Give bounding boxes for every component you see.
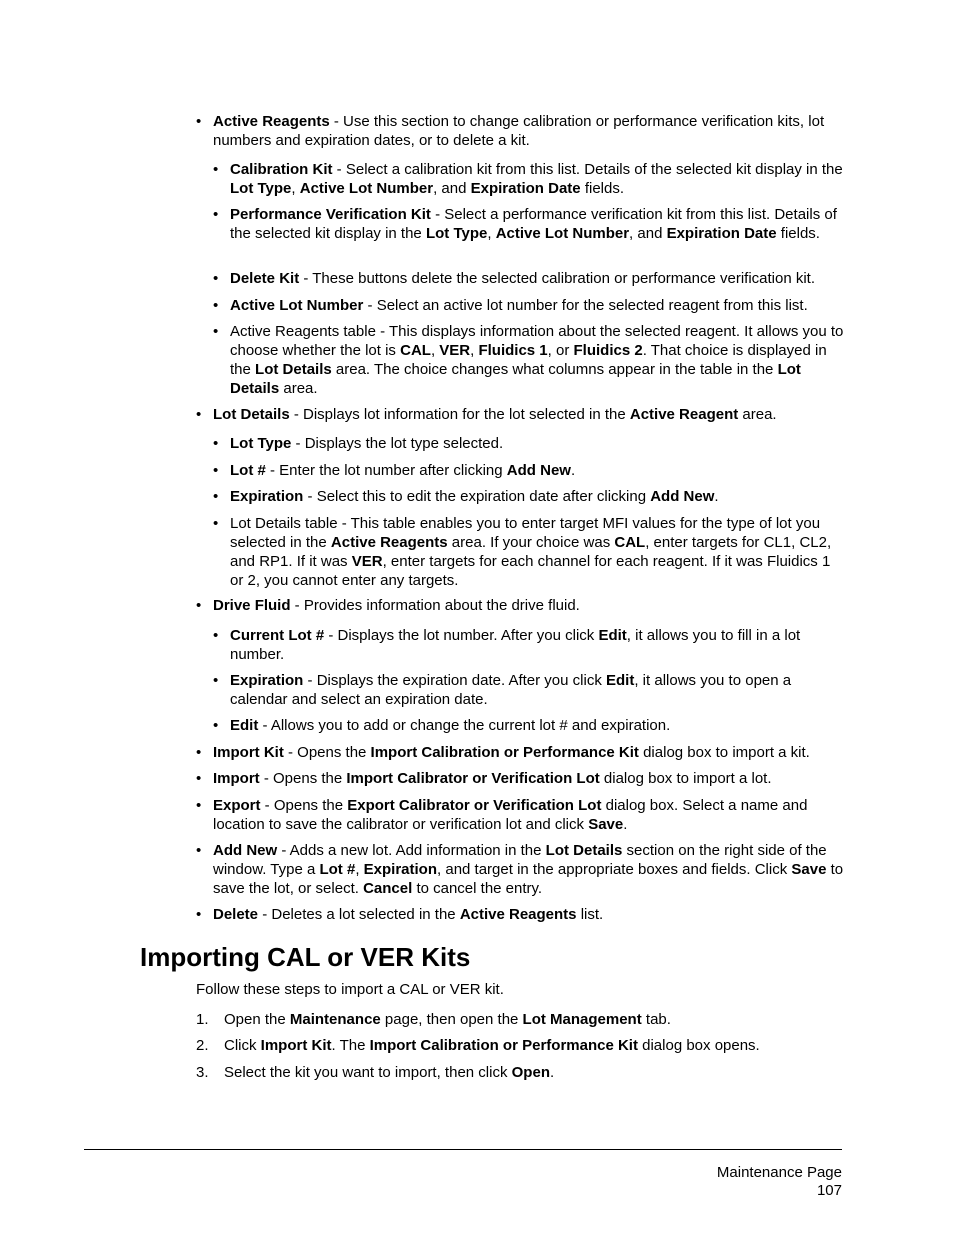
bold-term: Lot Details (213, 406, 290, 423)
text-run: - Deletes a lot selected in the (258, 906, 460, 923)
text-run: - Displays the lot number. After you click (324, 627, 599, 644)
bold-term: Expiration Date (470, 180, 581, 197)
bold-term: Performance Verification Kit (230, 206, 431, 223)
bold-term: Active Reagent (629, 406, 739, 423)
text-run: - Select an active lot number for the selected reagent from this list. (363, 297, 808, 314)
text-run: , it allows you to open a calendar and select an expiration date. (230, 672, 792, 708)
text-run: - Allows you to add or change the current lot # and expiration. (258, 717, 671, 734)
text-run: . That choice is displayed in the (230, 342, 827, 378)
list-item (213, 796, 846, 834)
sub-list-item (230, 269, 846, 288)
sub-list-item (230, 716, 846, 735)
bold-term: VER (351, 553, 383, 570)
text-run: - Provides information about the drive fluid. (290, 597, 580, 614)
bold-term: Active Lot Number (299, 180, 434, 197)
text-run: - Displays the lot type selected. (291, 435, 504, 452)
text-run: , and (629, 225, 667, 242)
bold-term: Import Calibration or Performance Kit (369, 1037, 638, 1054)
bold-term: Lot # (319, 861, 356, 878)
bold-term: Expiration (230, 488, 304, 505)
text-run: fields. (776, 225, 820, 242)
bold-term: Add New (213, 842, 278, 859)
bold-term: Lot Details (545, 842, 623, 859)
list-item (213, 905, 846, 924)
step-number: 2. (196, 1037, 209, 1054)
step-number: 1. (196, 1011, 209, 1028)
sub-list-item (230, 671, 846, 709)
bullet-marker: • (213, 462, 219, 479)
bold-term: Lot Details (230, 361, 801, 397)
text-run: area. The choice changes what columns appear in the table in the (331, 361, 778, 378)
bold-term: Active Reagents (330, 534, 448, 551)
bold-term: Fluidics 1 (478, 342, 548, 359)
text-run: dialog box opens. (637, 1037, 760, 1054)
bullet-marker: • (196, 842, 202, 859)
text-run: - These buttons delete the selected calibration or performance verification kit. (299, 270, 816, 287)
bold-term: Delete (213, 906, 259, 923)
bold-term: Drive Fluid (213, 597, 291, 614)
bullet-marker: • (213, 627, 219, 644)
step-number: 3. (196, 1064, 209, 1081)
step-text (224, 1063, 844, 1082)
sub-list-item (230, 322, 846, 398)
bold-term: Current Lot # (230, 627, 325, 644)
text-run: dialog box to import a lot. (599, 770, 772, 787)
bold-term: Export (213, 797, 261, 814)
section-heading: Importing CAL or VER Kits (140, 942, 471, 972)
text-run: - Opens the (283, 744, 371, 761)
text-run: - Opens the (259, 770, 347, 787)
text-run: Select the kit you want to import, then click (224, 1064, 512, 1081)
bold-term: Add New (506, 462, 571, 479)
text-run: Open the (224, 1011, 290, 1028)
text-run: area. (738, 406, 777, 423)
bullet-marker: • (213, 515, 219, 532)
text-run: to save the lot, or select. (213, 861, 844, 897)
text-run: - Select a calibration kit from this list. Details of the selected kit display in the (332, 161, 843, 178)
footer-rule (84, 1149, 842, 1150)
bold-term: Delete Kit (230, 270, 300, 287)
text-run: area. (279, 380, 318, 397)
bold-term: Active Reagents (213, 113, 330, 130)
list-item (213, 112, 846, 150)
bullet-marker: • (213, 206, 219, 223)
bold-term: Expiration (230, 672, 304, 689)
text-run: fields. (580, 180, 625, 197)
bold-term: CAL (400, 342, 431, 359)
sub-list-item (230, 205, 846, 243)
bullet-marker: • (213, 717, 219, 734)
bold-term: CAL (614, 534, 646, 551)
bullet-marker: • (213, 672, 219, 689)
step-text (224, 1036, 844, 1055)
page-footer (717, 1164, 842, 1200)
bold-term: Import (213, 770, 260, 787)
bold-term: Import Calibration or Performance Kit (370, 744, 639, 761)
bold-term: Add New (650, 488, 715, 505)
bold-term: Lot # (230, 462, 266, 479)
intro-text: Follow these steps to import a CAL or VER kit. (196, 981, 504, 998)
bold-term: Edit (598, 627, 627, 644)
bold-term: Fluidics 2 (573, 342, 643, 359)
text-run: - Displays lot information for the lot selected in the (289, 406, 630, 423)
text-run: - Displays the expiration date. After you click (303, 672, 606, 689)
text-run: dialog box. Select a name and location to save the calibrator or verification lot and click (213, 797, 808, 833)
text-run: - Opens the (260, 797, 348, 814)
text-run: - Adds a new lot. Add information in the (277, 842, 546, 859)
sub-list-item (230, 514, 846, 590)
text-run: . (549, 1064, 555, 1081)
text-run: , (430, 342, 440, 359)
bold-term: Cancel (363, 880, 413, 897)
bullet-marker: • (213, 488, 219, 505)
text-run: . (570, 462, 576, 479)
text-run: list. (576, 906, 604, 923)
bold-term: Lot Type (425, 225, 488, 242)
bold-term: Active Reagents (459, 906, 577, 923)
list-item (213, 405, 846, 424)
bullet-marker: • (196, 797, 202, 814)
text-run: area. If your choice was (447, 534, 615, 551)
text-run: . (623, 816, 628, 833)
bullet-marker: • (196, 744, 202, 761)
text-run: - Select a performance verification kit from this list. Details of the selected kit display in the (230, 206, 837, 242)
text-run: . (714, 488, 719, 505)
bold-term: Open (511, 1064, 550, 1081)
text-run: , and (433, 180, 471, 197)
text-run: , enter targets for CL1, CL2, and RP1. If it was (230, 534, 832, 570)
bold-term: Lot Management (522, 1011, 642, 1028)
step-text (224, 1010, 844, 1029)
bold-term: Calibration Kit (230, 161, 333, 178)
text-run: , and target in the appropriate boxes and fields. Click (437, 861, 792, 878)
text-run: . The (331, 1037, 370, 1054)
text-run: Active Reagents table - This displays information about the selected reagent. It allows you to choose whether the lot is (230, 323, 844, 359)
sub-list-item (230, 626, 846, 664)
text-run: , (291, 180, 300, 197)
bold-term: Lot Type (230, 180, 292, 197)
bullet-marker: • (196, 770, 202, 787)
bullet-marker: • (213, 297, 219, 314)
sub-list-item (230, 487, 846, 506)
sub-list-item (230, 461, 846, 480)
footer-section: Maintenance Page (716, 1164, 842, 1181)
list-item (213, 596, 846, 615)
bold-term: Import Calibrator or Verification Lot (346, 770, 600, 787)
text-run: , or (547, 342, 574, 359)
text-run: page, then open the (380, 1011, 523, 1028)
bold-term: Lot Type (230, 435, 292, 452)
bullet-marker: • (196, 906, 202, 923)
text-run: - Enter the lot number after clicking (265, 462, 507, 479)
bold-term: Expiration Date (666, 225, 777, 242)
bold-term: Maintenance (289, 1011, 381, 1028)
bold-term: Save (791, 861, 827, 878)
bullet-marker: • (213, 435, 219, 452)
bold-term: Lot Details (255, 361, 332, 378)
bold-term: Edit (230, 717, 259, 734)
bullet-marker: • (196, 406, 202, 423)
text-run: - Use this section to change calibration or performance verification kits, lot numbers and expiration dates, or to delete a kit. (213, 113, 825, 149)
text-run: dialog box to import a kit. (638, 744, 810, 761)
bold-term: Expiration (363, 861, 438, 878)
bullet-marker: • (213, 270, 219, 287)
bullet-marker: • (213, 323, 219, 340)
text-run: , (355, 861, 364, 878)
text-run: Lot Details table - This table enables you to enter target MFI values for the type of lot you selected in the (230, 515, 821, 551)
bullet-marker: • (196, 597, 202, 614)
text-run: , (470, 342, 479, 359)
bullet-marker: • (213, 161, 219, 178)
bold-term: Active Lot Number (495, 225, 630, 242)
text-run: , (487, 225, 496, 242)
list-item (213, 841, 846, 898)
footer-page-number: 107 (816, 1182, 842, 1199)
bold-term: Save (588, 816, 624, 833)
text-run: Click (224, 1037, 261, 1054)
bold-term: Active Lot Number (230, 297, 364, 314)
bullet-marker: • (196, 113, 202, 130)
text-run: - Select this to edit the expiration date after clicking (303, 488, 651, 505)
list-item (213, 743, 846, 762)
bold-term: Import Kit (213, 744, 284, 761)
text-run: section on the right side of the window. Type a (213, 842, 827, 878)
text-run: , it allows you to fill in a lot number. (230, 627, 801, 663)
list-item (213, 769, 846, 788)
bold-term: Import Kit (260, 1037, 332, 1054)
text-run: to cancel the entry. (412, 880, 543, 897)
text-run: tab. (641, 1011, 671, 1028)
sub-list-item (230, 296, 846, 315)
sub-list-item (230, 160, 846, 198)
bold-term: VER (439, 342, 471, 359)
text-run: , enter targets for each channel for each reagent. If it was Fluidics 1 or 2, you cannot enter any targets. (230, 553, 831, 589)
bold-term: Export Calibrator or Verification Lot (347, 797, 602, 814)
sub-list-item (230, 434, 846, 453)
bold-term: Edit (606, 672, 635, 689)
